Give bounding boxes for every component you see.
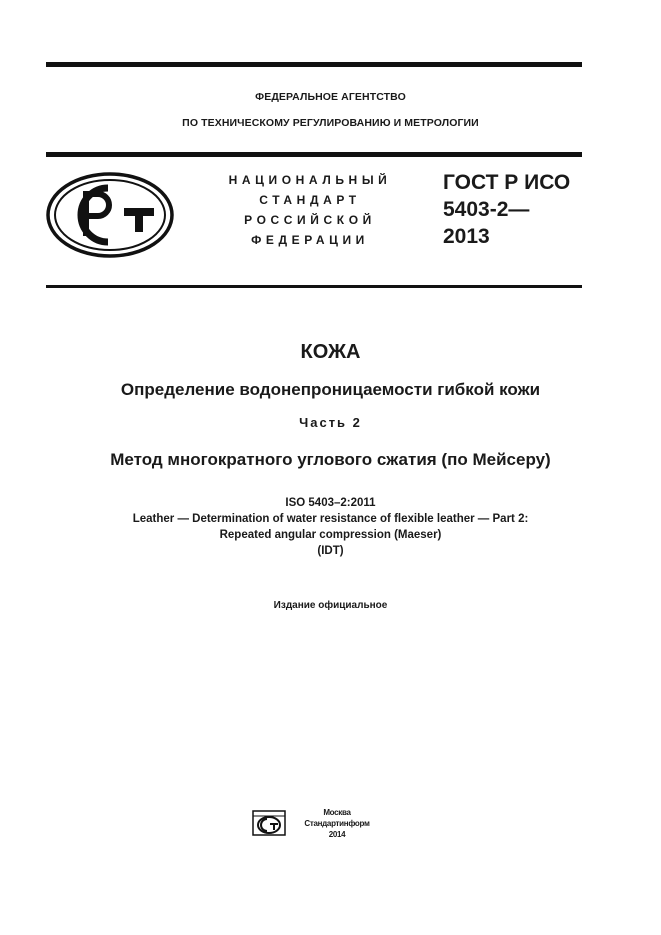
document-part: Часть 2 [299, 415, 362, 430]
standartinform-logo-icon [250, 808, 288, 838]
agency-line-1: ФЕДЕРАЛЬНОЕ АГЕНТСТВО [255, 91, 406, 103]
national-standard-line-3: РОССИЙСКОЙ [244, 213, 376, 227]
publisher-city: Москва [323, 808, 351, 817]
gost-r-logo-icon [46, 172, 174, 258]
iso-designation: ISO 5403–2:2011 [285, 497, 376, 509]
iso-title-line-1: Leather — Determination of water resistance of flexible leather — Part 2: [132, 513, 529, 525]
publisher-year: 2014 [328, 830, 346, 839]
top-rule [46, 62, 582, 67]
national-standard-line-1: НАЦИОНАЛЬНЫЙ [228, 173, 392, 187]
document-title: КОЖА [300, 341, 361, 363]
document-subtitle: Определение водонепроницаемости гибкой кожи [120, 380, 541, 399]
publisher-name: Стандартинформ [304, 819, 370, 828]
document-method: Метод многократного углового сжатия (по Мейсеру) [110, 450, 551, 469]
agency-line-2: ПО ТЕХНИЧЕСКОМУ РЕГУЛИРОВАНИЮ И МЕТРОЛОГИИ [182, 117, 479, 129]
national-standard-line-2: СТАНДАРТ [259, 193, 361, 207]
designation-line-1: ГОСТ Р ИСО [443, 171, 571, 194]
national-standard-line-4: ФЕДЕРАЦИИ [251, 233, 369, 247]
designation-line-2: 5403-2— [443, 198, 530, 221]
iso-equivalence: (IDT) [317, 545, 344, 557]
header-bottom-rule [46, 285, 582, 288]
designation-line-3: 2013 [443, 225, 490, 248]
header-rule [46, 152, 582, 157]
edition-label: Издание официальное [273, 600, 388, 611]
iso-title-line-2: Repeated angular compression (Maeser) [219, 529, 442, 541]
